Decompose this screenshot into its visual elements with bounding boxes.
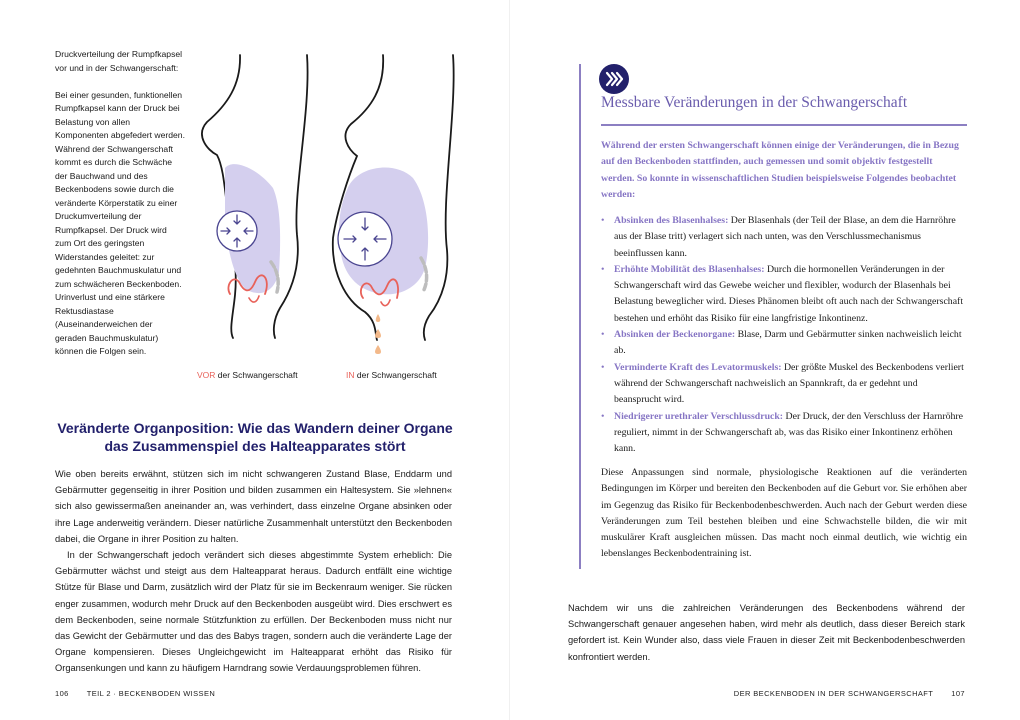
body-silhouette-illustration — [185, 50, 485, 390]
section-heading-line-2: das Zusammenspiel des Halteapparates stört — [104, 438, 406, 454]
chevrons-right-icon — [599, 64, 629, 94]
list-item-term: Verminderte Kraft des Levatormuskels: — [614, 361, 782, 373]
list-item-term: Absinken der Beckenorgane: — [614, 329, 736, 341]
figure-label-during-highlight: IN — [346, 370, 355, 380]
bullet-icon: • — [601, 329, 605, 341]
figure-label-before-text: der Schwangerschaft — [215, 370, 298, 380]
list-item — [601, 327, 967, 360]
section-heading-line-1: Veränderte Organposition: Wie das Wandern deiner Organe — [57, 420, 453, 436]
list-item — [601, 213, 967, 262]
side-caption-body: Bei einer gesunden, funktionellen Rumpfkapsel kann der Druck bei Belastung von allen Komponenten abgefedert werden. Während der Schwangerschaft kommt es durch die Schwäche der Bauchwand und des Beckenbodens sowie durch die veränderte Körperstatik zu einer Druckumverteilung der Rumpfkapsel. Der Druck wird zum Ort des geringsten Widerstandes geleitet: zur gedehnten Bauchmuskulatur und zum schwächeren Beckenboden. Urinverlust und eine stärkere Rektusdiastase (Auseinanderweichen der geraden Bauchmuskulatur) können die Folgen sein. — [55, 89, 185, 356]
info-box — [579, 64, 971, 569]
figure-label-during-text: der Schwangerschaft — [354, 370, 437, 380]
list-item-text: Der Druck, der den Verschluss der Harnröhre reguliert, nimmt in der Schwangerschaft ab, was das Risiko einer Inkontinenz erhöhen kann. — [614, 410, 963, 455]
info-box-title: Messbare Veränderungen in der Schwangerschaft — [601, 94, 908, 111]
page-number-left: 106 — [55, 689, 69, 698]
list-item-term: Niedrigerer urethraler Verschlussdruck: — [614, 410, 784, 422]
list-item — [601, 409, 967, 458]
left-paragraph-2: In der Schwangerschaft jedoch verändert sich dieses abgestimmte System erheblich: Die Gebärmutter wächst und steigt aus dem Halteapparat heraus. Dadurch entfällt eine wichtige Stütze für Blase und Darm, zusätzlich wird der Platz für sie im Beckenraum weniger. Sie rücken enger zusammen, wodurch mehr Druck auf den Beckenboden ausgeübt wird. Dies erschwert es dem Beckenboden, seine normale Stützfunktion zu erfüllen. Der Beckenboden muss nicht nur das Gewicht der Gebärmutter und das des Babys tragen, sondern auch die veränderte Lage der Organe kompensieren. Dieses Ungleichgewicht im Halteapparat erhöht das Risiko für Organsenkungen und kann zu häufigem Harndrang sowie Verdauungsproblemen führen. — [55, 550, 452, 674]
figure-side-caption — [55, 48, 185, 372]
info-box-divider — [601, 124, 967, 126]
list-item — [601, 262, 967, 327]
side-caption-title: Druckverteilung der Rumpfkapsel vor und in der Schwangerschaft: — [55, 49, 183, 73]
info-box-closing: Diese Anpassungen sind normale, physiologische Reaktionen auf die veränderten Bedingungen im Körper und bereiten den Beckenboden auf die Geburt vor. Sie erhöhen aber im Gegenzug das Risiko für Beckenbodenbeschwerden. Auch nach der Geburt werden diese Veränderungen zum Teil bestehen bleiben und eine Schwachstelle bilden, die wir mit muskulärer Kraft ausgleichen müssen. Das macht noch einmal deutlich, wie wichtig ein lebenslanges Beckenbodentraining ist. — [601, 467, 967, 560]
list-item-text: Durch die hormonellen Veränderungen in der Schwangerschaft wird das Gewebe weicher und flexibler, wodurch der Blasenhals bei Belastung beweglicher wird. Dieses Phänomen bleibt oft auch nach der Schwangerschaft bestehen und erhöht das Risiko für eine langfristige Inkontinenz. — [614, 263, 964, 324]
section-heading — [55, 419, 455, 455]
list-item — [601, 360, 967, 409]
list-item-text: Der größte Muskel des Beckenbodens verliert während der Schwangerschaft nachweislich an Spannkraft, da er gedehnt und beansprucht wird. — [614, 361, 964, 406]
running-head-right: DER BECKENBODEN IN DER SCHWANGERSCHAFT — [733, 689, 934, 698]
bullet-icon: • — [601, 215, 605, 226]
right-footer — [734, 689, 965, 698]
left-body-text — [55, 466, 452, 677]
figure-label-before — [197, 370, 298, 380]
list-item-text: Blase, Darm und Gebärmutter sinken nachweislich leicht ab. — [614, 329, 962, 357]
list-item-term: Absinken des Blasenhalses: — [614, 215, 729, 226]
info-box-intro: Während der ersten Schwangerschaft können einige der Veränderungen, die in Bezug auf den Beckenboden stattfinden, auch gemessen und somit objektiv festgestellt werden. So konnte in wissenschaftlichen Studien beispielsweise Folgendes beobachtet werden: — [601, 140, 959, 200]
info-box-list — [601, 213, 967, 457]
bullet-icon: • — [601, 361, 605, 373]
figure-label-before-highlight: VOR — [197, 370, 216, 380]
figure-label-during — [346, 370, 437, 380]
running-head-left: TEIL 2 · BECKENBODEN WISSEN — [86, 689, 216, 698]
bullet-icon: • — [601, 263, 605, 275]
list-item-text: Der Blasenhals (der Teil der Blase, an dem die Harnröhre aus der Blase tritt) verlagert sich nach unten, was den Verschlussmechanismus beeinflussen kann. — [614, 215, 956, 259]
bullet-icon: • — [601, 410, 605, 422]
pressure-distribution-figure — [185, 50, 485, 390]
left-paragraph-1: Wie oben bereits erwähnt, stützen sich im nicht schwangeren Zustand Blase, Enddarm und Gebärmutter gegenseitig in ihrer Position und bilden zusammen ein Haltesystem. Sie »lehnen« sich also gewissermaßen aneinander an, was verhindert, dass einzelne Organe absinken oder ihre Lage anderweitig verändern. Dieser natürliche Zusammenhalt unterstützt den Beckenboden dabei, die Organe in ihrer Position zu halten. — [55, 469, 452, 544]
right-body-text: Nachdem wir uns die zahlreichen Veränderungen des Beckenbodens während der Schwangerschaft genauer angesehen haben, wird mehr als deutlich, dass dieser Bereich stark gefordert ist. Kein Wunder also, dass viele Frauen in dieser Zeit mit Beckenbodenbeschwerden konfrontiert werden. — [568, 603, 965, 662]
page-number-right: 107 — [951, 689, 965, 698]
list-item-term: Erhöhte Mobilität des Blasenhalses: — [614, 263, 765, 275]
left-footer — [55, 689, 215, 698]
